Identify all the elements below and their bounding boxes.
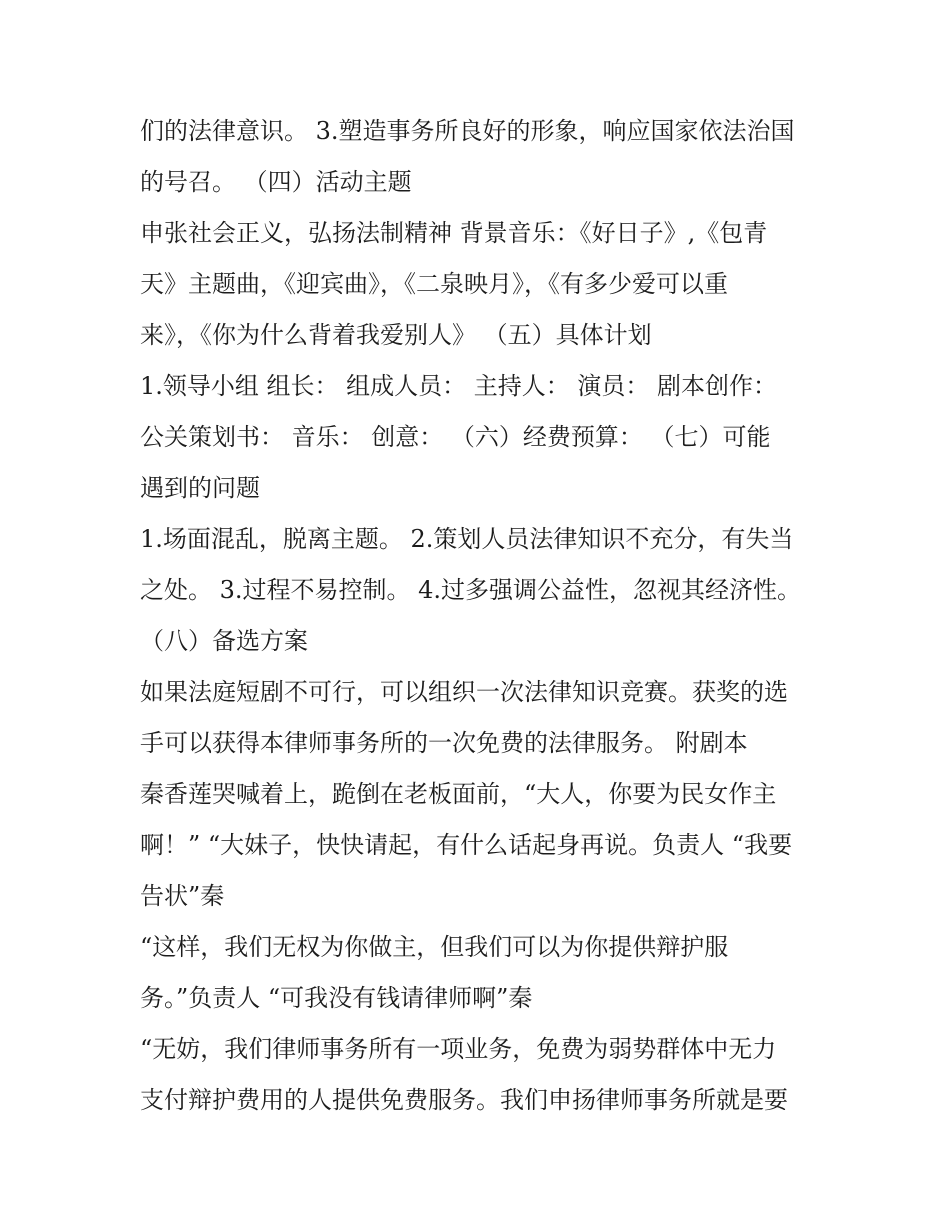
text-line: “无妨，我们律师事务所有一项业务，免费为弱势群体中无力 [140,1035,777,1063]
text-line: 之处。 3.过程不易控制。 4.过多强调公益性，忽视其经济性。 [140,576,802,604]
text-line: 支付辩护费用的人提供免费服务。我们申扬律师事务所就是要 [140,1086,788,1114]
text-line: 申张社会正义，弘扬法制精神 背景音乐：《好日子》,《包青 [140,219,768,247]
text-line: 天》主题曲，《迎宾曲》，《二泉映月》，《有多少爱可以重 [140,270,728,298]
text-line: 手可以获得本律师事务所的一次免费的法律服务。 附剧本 [140,729,748,757]
document-body [140,106,820,1126]
text-line: 遇到的问题 [140,474,260,502]
text-line: 1.领导小组 组长： 组成人员： 主持人： 演员： 剧本创作： [140,372,778,400]
text-line: “这样，我们无权为你做主，但我们可以为你提供辩护服 [140,933,729,961]
text-line: 来》，《你为什么背着我爱别人》 （五）具体计划 [140,321,652,349]
text-line: （八）备选方案 [140,627,308,655]
text-line: 1.场面混乱，脱离主题。 2.策划人员法律知识不充分，有失当 [140,525,794,553]
text-line: 秦香莲哭喊着上，跪倒在老板面前，“大人，你要为民女作主 [140,780,777,808]
text-line: 务。”负责人 “可我没有钱请律师啊”秦 [140,984,533,1012]
text-line: 告状”秦 [140,882,225,910]
text-line: 公关策划书： 音乐： 创意： （六）经费预算： （七）可能 [140,423,771,451]
text-line: 啊！” “大妹子，快快请起，有什么话起身再说。负责人 “我要 [140,831,793,859]
text-line: 如果法庭短剧不可行，可以组织一次法律知识竞赛。获奖的选 [140,678,788,706]
text-line: 们的法律意识。 3.塑造事务所良好的形象，响应国家依法治国 [140,117,795,145]
text-line: 的号召。 （四）活动主题 [140,168,412,196]
